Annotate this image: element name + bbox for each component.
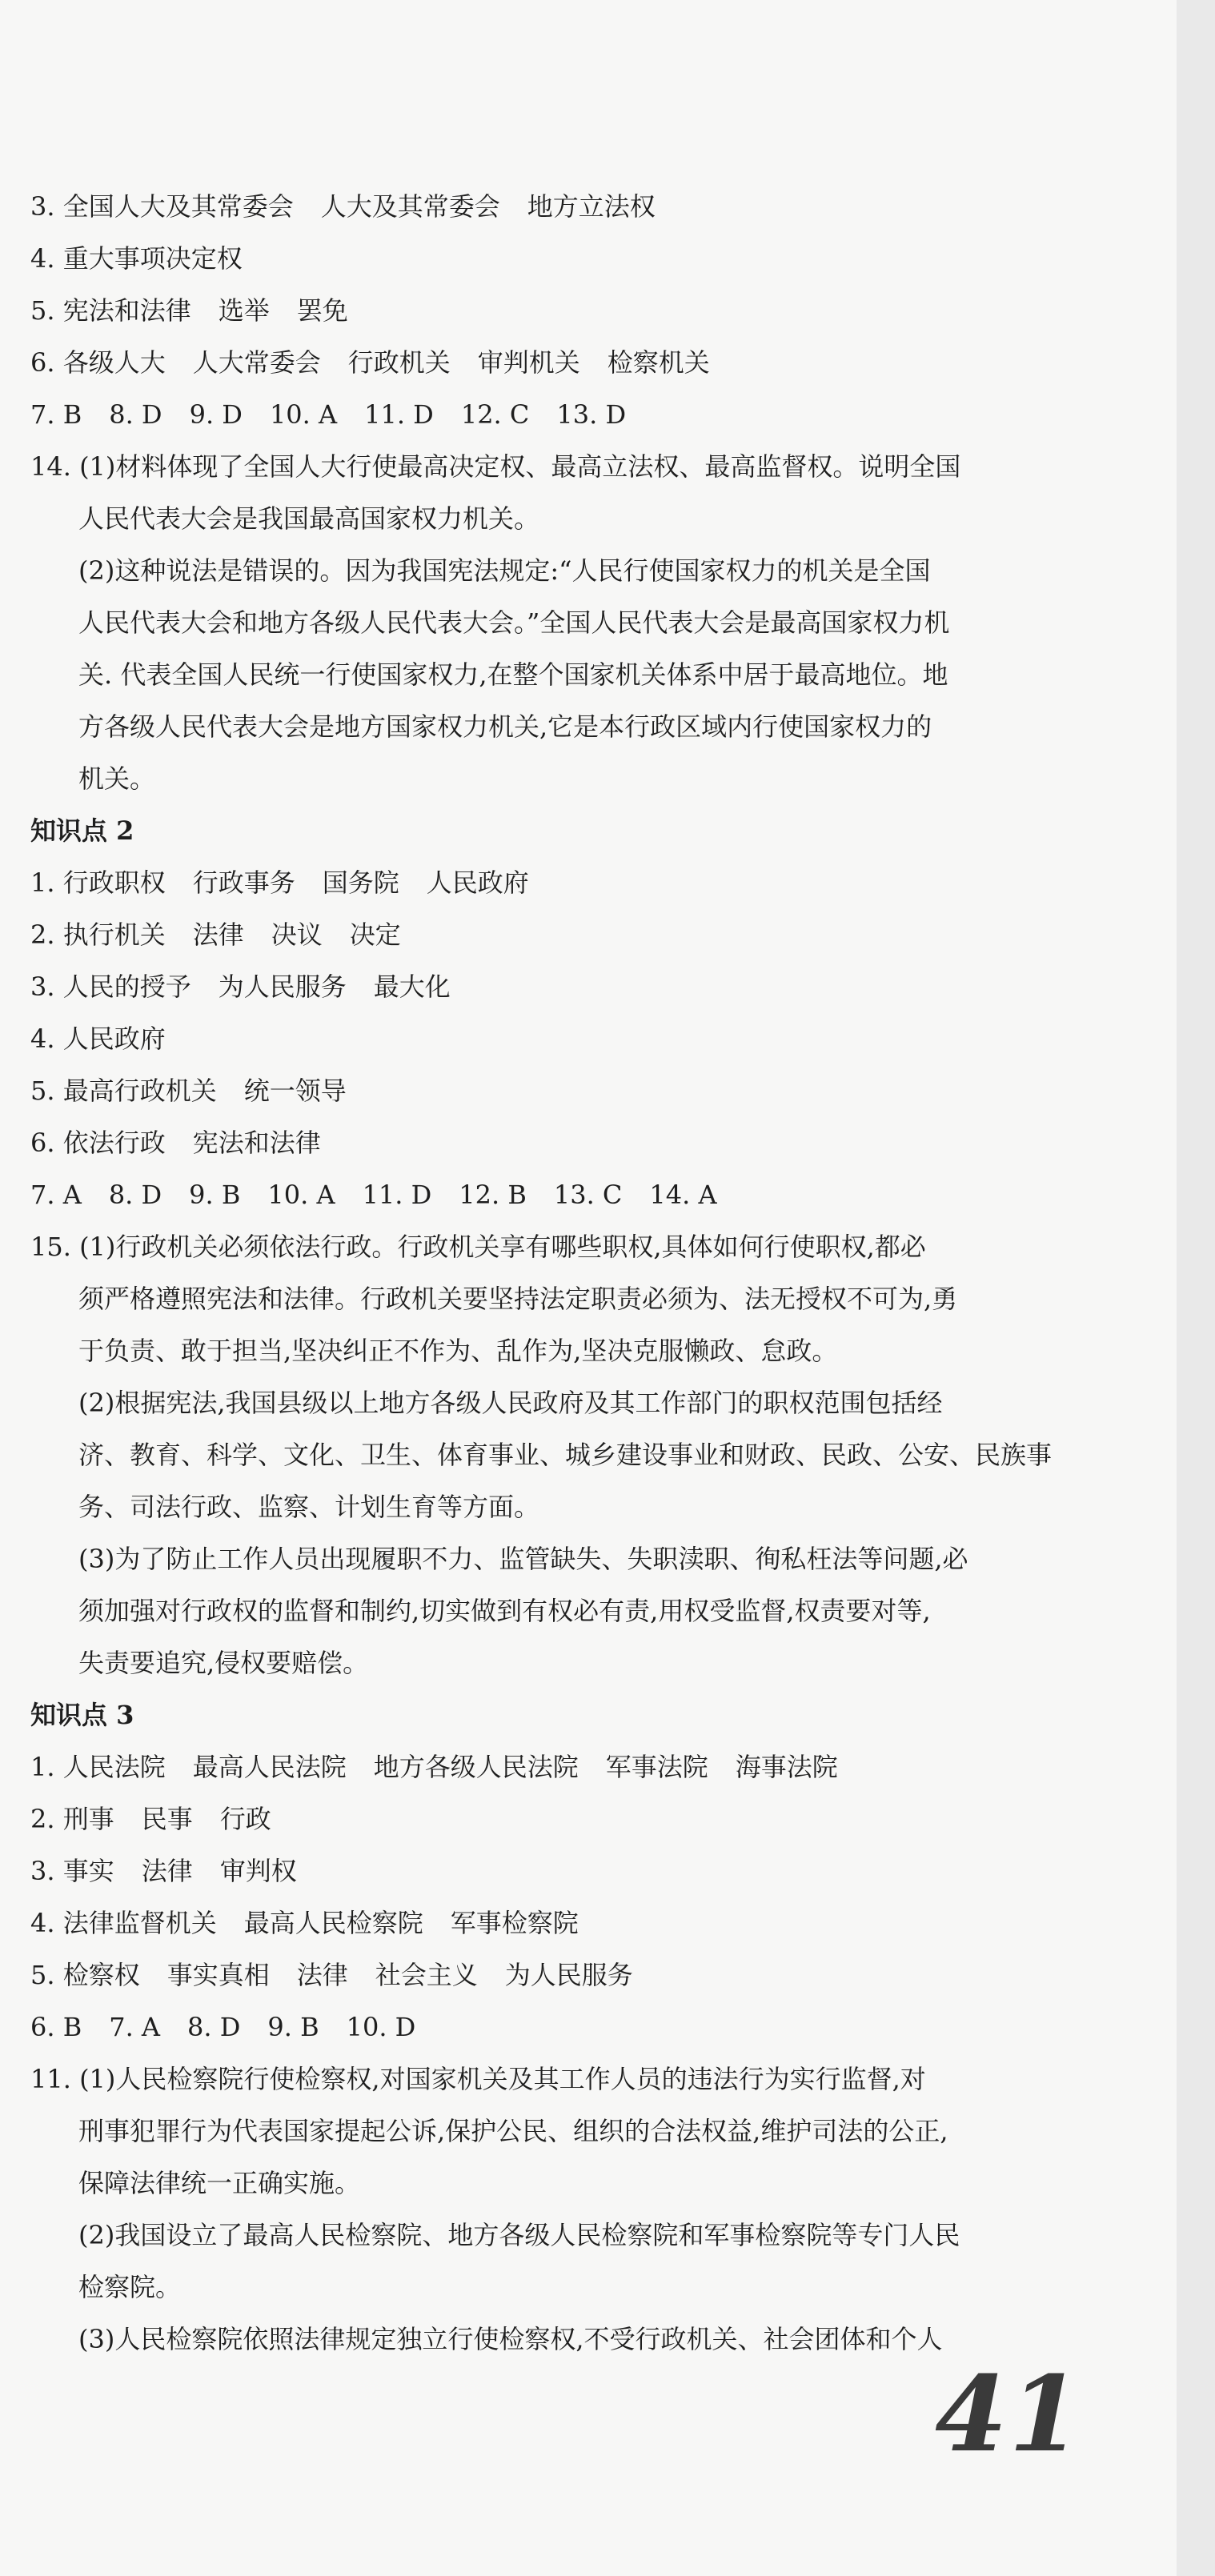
answer-item: 3. 事实 bbox=[30, 1856, 114, 1886]
answer-item: 7. A bbox=[109, 2012, 161, 2042]
page-number: 41 bbox=[935, 2353, 1083, 2475]
answer-item: 12. B bbox=[459, 1180, 527, 1210]
answer-item: 9. D bbox=[189, 399, 243, 430]
answer-line bbox=[30, 337, 1079, 389]
answer-item: 最大化 bbox=[373, 972, 451, 1002]
answer-text-line: 15. (1)行政机关必须依法行政。行政机关享有哪些职权,具体如何行使职权,都必 bbox=[30, 1232, 926, 1262]
answer-item: 决定 bbox=[349, 919, 401, 950]
answer-item: 4. 人民政府 bbox=[30, 1024, 166, 1054]
answer-item: 13. C bbox=[553, 1180, 623, 1210]
answer-line bbox=[30, 961, 1079, 1013]
answer-item: 地方各级人民法院 bbox=[373, 1752, 579, 1782]
answer-line bbox=[30, 1897, 1079, 1949]
answer-text-line: 14. (1)材料体现了全国人大行使最高决定权、最高立法权、最高监督权。说明全国 bbox=[30, 451, 961, 482]
answer-line bbox=[30, 285, 1079, 337]
answer-item: 罢免 bbox=[296, 295, 348, 326]
answer-text-line: 人民代表大会和地方各级人民代表大会。”全国人民代表大会是最高国家权力机 bbox=[78, 607, 950, 638]
answer-line bbox=[30, 1169, 1079, 1221]
answer-item: 10. A bbox=[269, 399, 338, 430]
answer-item: 为人民服务 bbox=[504, 1960, 633, 1990]
answer-line bbox=[30, 1793, 1079, 1845]
answer-line bbox=[30, 1949, 1079, 2001]
answer-item: 海事法院 bbox=[735, 1752, 838, 1782]
answer-item: 人民政府 bbox=[426, 867, 529, 898]
answer-text-line: 11. (1)人民检察院行使检察权,对国家机关及其工作人员的违法行为实行监督,对 bbox=[30, 2064, 926, 2094]
answer-text-line: (2)根据宪法,我国县级以上地方各级人民政府及其工作部门的职权范围包括经 bbox=[78, 1388, 943, 1418]
answer-item: 11. D bbox=[364, 399, 434, 430]
answer-item: 4. 重大事项决定权 bbox=[30, 243, 243, 274]
answer-item: 2. 执行机关 bbox=[30, 919, 166, 950]
answer-item: 9. B bbox=[267, 2012, 319, 2042]
answer-item: 8. D bbox=[108, 1180, 162, 1210]
answer-item: 事实真相 bbox=[166, 1960, 270, 1990]
answer-text-line: (3)人民检察院依照法律规定独立行使检察权,不受行政机关、社会团体和个人 bbox=[78, 2324, 943, 2354]
section-heading: 知识点 2 bbox=[30, 815, 134, 846]
answer-item: 6. 依法行政 bbox=[30, 1128, 166, 1158]
answer-item: 10. A bbox=[267, 1180, 335, 1210]
answer-item: 1. 行政职权 bbox=[30, 867, 166, 898]
answer-item: 12. C bbox=[460, 399, 530, 430]
answer-text-line: 须加强对行政权的监督和制约,切实做到有权必有责,用权受监督,权责要对等, bbox=[78, 1596, 931, 1626]
answer-item: 决议 bbox=[271, 919, 323, 950]
answer-item: 行政 bbox=[219, 1804, 271, 1834]
page-edge bbox=[1177, 0, 1215, 2576]
answer-item: 审判机关 bbox=[477, 347, 580, 378]
answer-item: 4. 法律监督机关 bbox=[30, 1908, 217, 1938]
answer-text-line: 人民代表大会是我国最高国家权力机关。 bbox=[78, 503, 540, 534]
answer-line bbox=[30, 1065, 1079, 1117]
answer-line bbox=[30, 909, 1079, 961]
answer-item: 审判权 bbox=[219, 1856, 297, 1886]
answer-text-line: 机关。 bbox=[78, 763, 156, 794]
answer-line bbox=[30, 1741, 1079, 1793]
answer-item: 6. B bbox=[30, 2012, 82, 2042]
answer-item: 法律 bbox=[141, 1856, 193, 1886]
answer-item: 3. 全国人大及其常委会 bbox=[30, 191, 294, 222]
answer-item: 为人民服务 bbox=[218, 972, 347, 1002]
section-heading: 知识点 3 bbox=[30, 1700, 134, 1730]
answer-item: 行政机关 bbox=[347, 347, 451, 378]
answer-line bbox=[30, 1117, 1079, 1169]
answer-item: 7. B bbox=[30, 399, 82, 430]
answer-item: 国务院 bbox=[322, 867, 399, 898]
answer-item: 2. 刑事 bbox=[30, 1804, 114, 1834]
answer-item: 地方立法权 bbox=[527, 191, 656, 222]
answer-item: 13. D bbox=[556, 399, 627, 430]
answer-item: 选举 bbox=[218, 295, 270, 326]
answer-text-line: (2)我国设立了最高人民检察院、地方各级人民检察院和军事检察院等专门人民 bbox=[78, 2220, 960, 2250]
answer-text-line: 方各级人民代表大会是地方国家权力机关,它是本行政区域内行使国家权力的 bbox=[78, 711, 932, 742]
answer-line bbox=[30, 1013, 1079, 1065]
answer-item: 最高人民检察院 bbox=[243, 1908, 423, 1938]
answer-item: 最高人民法院 bbox=[192, 1752, 347, 1782]
answer-content bbox=[30, 181, 1079, 2366]
answer-item: 10. D bbox=[346, 2012, 416, 2042]
answer-text-line: 刑事犯罪行为代表国家提起公诉,保护公民、组织的合法权益,维护司法的公正, bbox=[78, 2116, 948, 2146]
answer-text-line: 济、教育、科学、文化、卫生、体育事业、城乡建设事业和财政、民政、公安、民族事 bbox=[78, 1440, 1053, 1470]
answer-item: 军事检察院 bbox=[450, 1908, 579, 1938]
answer-text-line: 检察院。 bbox=[78, 2272, 182, 2302]
answer-line bbox=[30, 857, 1079, 909]
answer-text-line: 于负责、敢于担当,坚决纠正不作为、乱作为,坚决克服懒政、怠政。 bbox=[78, 1336, 838, 1366]
answer-item: 8. D bbox=[109, 399, 162, 430]
answer-item: 5. 检察权 bbox=[30, 1960, 140, 1990]
answer-item: 社会主义 bbox=[375, 1960, 478, 1990]
answer-line bbox=[30, 181, 1079, 233]
answer-item: 宪法和法律 bbox=[192, 1128, 321, 1158]
answer-item: 5. 宪法和法律 bbox=[30, 295, 191, 326]
answer-item: 行政事务 bbox=[192, 867, 295, 898]
answer-item: 11. D bbox=[362, 1180, 432, 1210]
answer-line bbox=[30, 389, 1079, 441]
answer-text-line: 保障法律统一正确实施。 bbox=[78, 2168, 361, 2198]
answer-text-line: (2)这种说法是错误的。因为我国宪法规定:“人民行使国家权力的机关是全国 bbox=[78, 555, 931, 586]
answer-item: 9. B bbox=[189, 1180, 241, 1210]
answer-text-line: (3)为了防止工作人员出现履职不力、监管缺失、失职渎职、徇私枉法等问题,必 bbox=[78, 1544, 968, 1574]
answer-line bbox=[30, 233, 1079, 285]
answer-item: 14. A bbox=[649, 1180, 717, 1210]
answer-item: 1. 人民法院 bbox=[30, 1752, 166, 1782]
answer-text-line: 须严格遵照宪法和法律。行政机关要坚持法定职责必须为、法无授权不可为,勇 bbox=[78, 1284, 958, 1314]
answer-item: 5. 最高行政机关 bbox=[30, 1076, 217, 1106]
answer-item: 3. 人民的授予 bbox=[30, 972, 191, 1002]
answer-item: 8. D bbox=[187, 2012, 241, 2042]
answer-text-line: 失责要追究,侵权要赔偿。 bbox=[78, 1648, 369, 1678]
answer-item: 6. 各级人大 bbox=[30, 347, 166, 378]
answer-item: 民事 bbox=[141, 1804, 193, 1834]
answer-item: 军事法院 bbox=[605, 1752, 708, 1782]
answer-line bbox=[30, 1845, 1079, 1897]
answer-text-line: 务、司法行政、监察、计划生育等方面。 bbox=[78, 1492, 540, 1522]
answer-item: 法律 bbox=[296, 1960, 348, 1990]
answer-text-line: 关. 代表全国人民统一行使国家权力,在整个国家机关体系中居于最高地位。地 bbox=[78, 659, 948, 690]
answer-item: 检察机关 bbox=[607, 347, 710, 378]
answer-line bbox=[30, 2001, 1079, 2053]
answer-item: 人大及其常委会 bbox=[320, 191, 500, 222]
answer-item: 统一领导 bbox=[243, 1076, 347, 1106]
answer-item: 7. A bbox=[30, 1180, 82, 1210]
answer-item: 法律 bbox=[192, 919, 244, 950]
answer-item: 人大常委会 bbox=[192, 347, 321, 378]
